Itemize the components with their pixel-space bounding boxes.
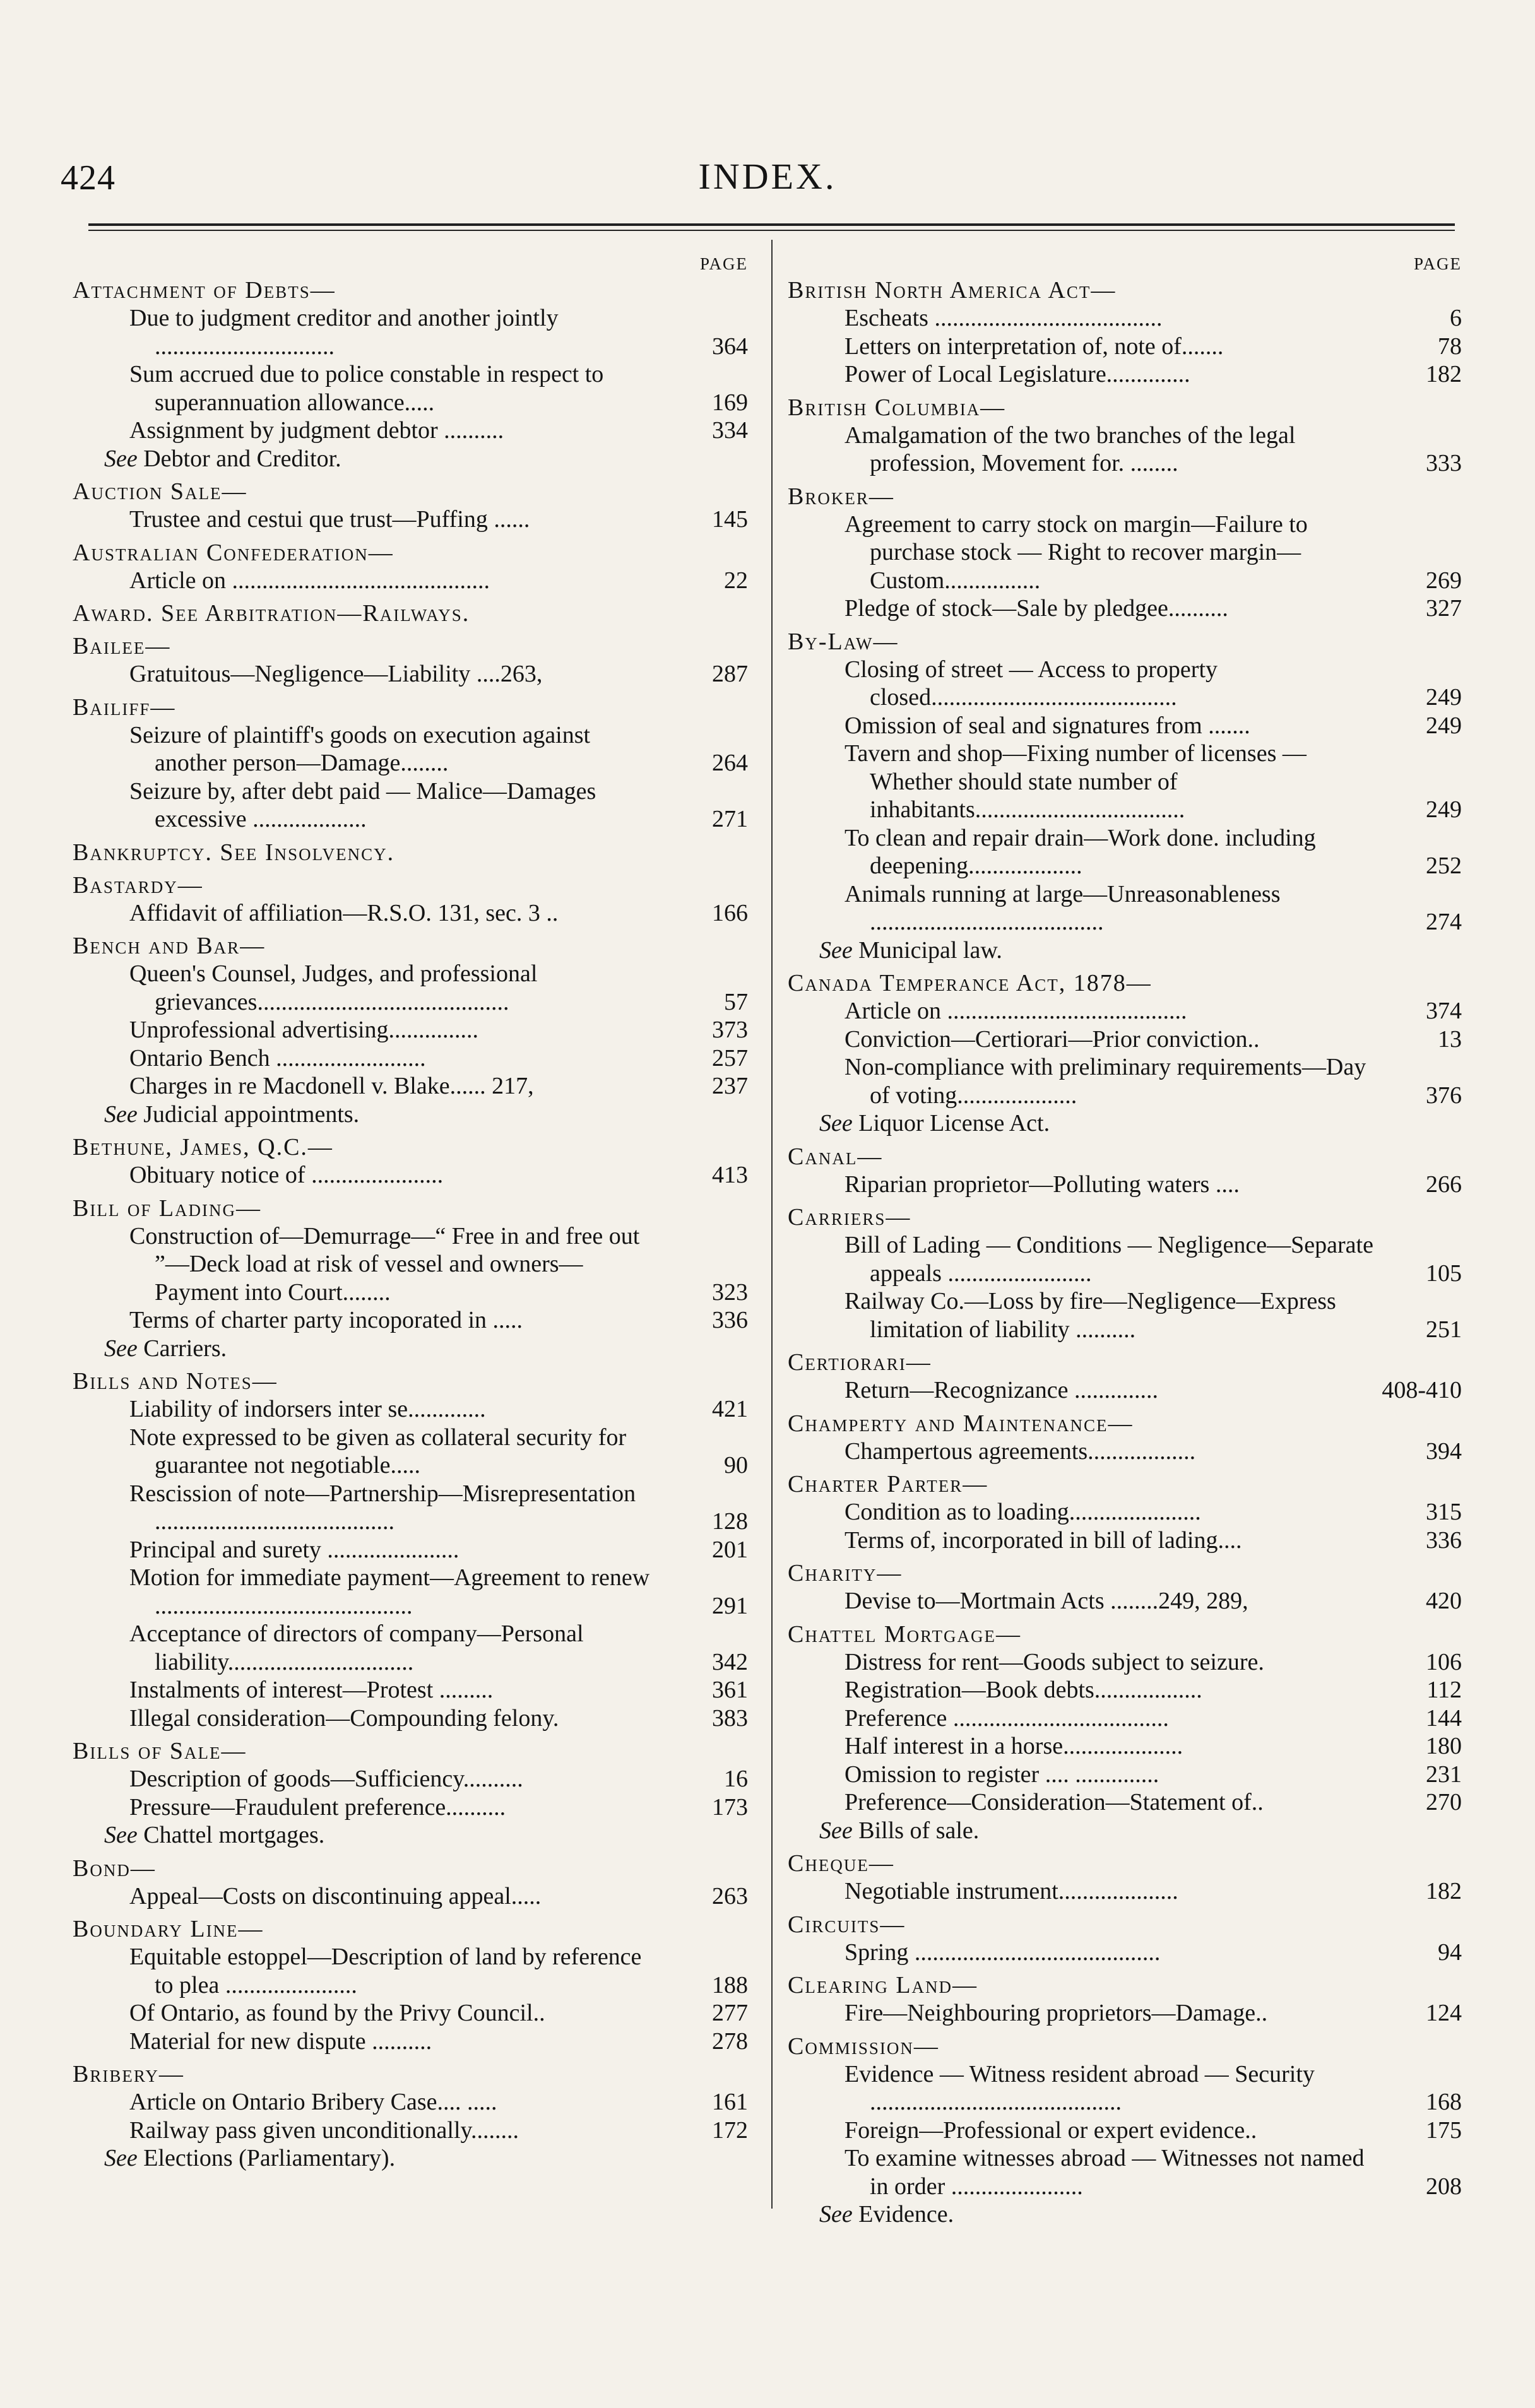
see-target: Evidence. bbox=[858, 2201, 954, 2228]
index-entry bbox=[788, 1287, 1462, 1343]
entry-text: Appeal—Costs on discontinuing appeal..... bbox=[129, 1882, 542, 1909]
index-entry bbox=[73, 1306, 748, 1335]
see-target: Carriers. bbox=[143, 1335, 227, 1362]
index-entry bbox=[788, 1025, 1462, 1054]
index-section bbox=[73, 871, 748, 928]
index-section bbox=[788, 2033, 1462, 2229]
index-entry bbox=[73, 899, 748, 928]
entry-text: Terms of charter party incoporated in ..... bbox=[129, 1307, 523, 1333]
index-entry bbox=[788, 1676, 1462, 1704]
entry-text: To clean and repair drain—Work done. including deepening................... bbox=[845, 824, 1316, 879]
entry-text: Pressure—Fraudulent preference.......... bbox=[129, 1793, 506, 1821]
entry-page-number: 182 bbox=[1426, 1878, 1462, 1904]
see-label: See bbox=[104, 1101, 138, 1128]
entry-page-number: 16 bbox=[724, 1766, 748, 1792]
index-entry bbox=[788, 1732, 1462, 1761]
see-target: Municipal law. bbox=[858, 936, 1002, 964]
index-section bbox=[788, 1143, 1462, 1199]
index-entry bbox=[73, 1943, 748, 1999]
entry-page-number: 237 bbox=[712, 1073, 748, 1099]
see-target: Debtor and Creditor. bbox=[143, 445, 341, 472]
index-entry bbox=[788, 1877, 1462, 1906]
index-heading: Boundary Line— bbox=[73, 1916, 264, 1942]
entry-page-number: 421 bbox=[712, 1396, 748, 1422]
entry-text: Negotiable instrument.................... bbox=[845, 1878, 1178, 1904]
entry-page-number: 269 bbox=[1426, 567, 1462, 594]
left-column bbox=[73, 251, 748, 2173]
header-rule-thin bbox=[88, 230, 1455, 231]
see-target: Chattel mortgages. bbox=[143, 1822, 325, 1848]
entry-text: Material for new dispute .......... bbox=[129, 2027, 432, 2055]
entry-page-number: 124 bbox=[1426, 2000, 1462, 2026]
entry-page-number: 172 bbox=[712, 2116, 748, 2144]
index-entry bbox=[788, 1704, 1462, 1733]
entry-page-number: 264 bbox=[712, 750, 748, 776]
entry-text: Distress for rent—Goods subject to seizure. bbox=[845, 1648, 1264, 1675]
entry-page-number: 361 bbox=[712, 1677, 748, 1703]
index-heading: Attachment of Debts— bbox=[73, 277, 336, 304]
entry-page-number: 249 bbox=[1426, 796, 1462, 823]
index-entry bbox=[788, 1788, 1462, 1817]
index-heading: Bill of Lading— bbox=[73, 1195, 262, 1222]
index-section bbox=[788, 1470, 1462, 1554]
entry-text: Gratuitous—Negligence—Liability ....263, bbox=[129, 661, 543, 687]
entry-page-number: 161 bbox=[712, 2089, 748, 2115]
index-heading: Canal— bbox=[788, 1143, 883, 1170]
entry-page-number: 94 bbox=[1438, 1939, 1462, 1966]
entry-page-number: 180 bbox=[1426, 1733, 1462, 1759]
entry-page-number: 334 bbox=[712, 417, 748, 444]
entry-page-number: 208 bbox=[1426, 2173, 1462, 2200]
entry-page-number: 112 bbox=[1426, 1677, 1462, 1703]
index-section bbox=[73, 2060, 748, 2173]
entry-page-number: 6 bbox=[1450, 305, 1462, 331]
index-section bbox=[788, 1203, 1462, 1343]
index-entry bbox=[788, 1171, 1462, 1199]
index-heading: Champerty and Maintenance— bbox=[788, 1410, 1134, 1437]
entry-text: Seizure by, after debt paid — Malice—Damages excessive ................... bbox=[129, 777, 596, 832]
entry-page-number: 166 bbox=[712, 899, 748, 926]
see-target: Elections (Parliamentary). bbox=[143, 2145, 396, 2171]
page-column-label: PAGE bbox=[699, 254, 748, 273]
entry-text: Champertous agreements.................. bbox=[845, 1437, 1196, 1465]
index-entry bbox=[73, 2116, 748, 2145]
index-entry bbox=[788, 422, 1462, 478]
page-number: 424 bbox=[61, 158, 116, 198]
index-heading: Canada Temperance Act, 1878— bbox=[788, 970, 1152, 996]
entry-page-number: 271 bbox=[712, 806, 748, 832]
index-entry bbox=[73, 1072, 748, 1101]
entry-text: Condition as to loading...................... bbox=[845, 1499, 1201, 1525]
entry-text: Article on ........................................ bbox=[845, 998, 1187, 1024]
index-section bbox=[73, 1195, 748, 1363]
entry-page-number: 333 bbox=[1426, 450, 1462, 476]
entry-page-number: 383 bbox=[712, 1704, 748, 1732]
entry-text: Power of Local Legislature.............. bbox=[845, 361, 1190, 387]
entry-page-number: 144 bbox=[1426, 1704, 1462, 1732]
see-label: See bbox=[819, 1110, 853, 1136]
index-heading: Bastardy— bbox=[73, 871, 203, 899]
entry-page-number: 169 bbox=[712, 389, 748, 416]
see-label: See bbox=[104, 1822, 138, 1848]
entry-text: Pledge of stock—Sale by pledgee.......... bbox=[845, 595, 1228, 622]
entry-page-number: 327 bbox=[1426, 595, 1462, 622]
index-heading: Australian Confederation— bbox=[73, 539, 394, 566]
entry-page-number: 408-410 bbox=[1382, 1377, 1462, 1403]
entry-text: Equitable estoppel—Description of land by reference to plea ...................... bbox=[129, 1944, 642, 1998]
entry-text: Queen's Counsel, Judges, and professional grievances.......................................... bbox=[129, 960, 538, 1015]
index-entry bbox=[788, 333, 1462, 361]
index-section bbox=[788, 628, 1462, 965]
entry-page-number: 287 bbox=[712, 661, 748, 687]
entry-text: Construction of—Demurrage—“ Free in and free out ”—Deck load at risk of vessel and owners—Payment into Court........ bbox=[129, 1222, 640, 1306]
index-entry bbox=[73, 721, 748, 777]
entry-text: To examine witnesses abroad — Witnesses not named in order ...................... bbox=[845, 2145, 1365, 2200]
entry-page-number: 376 bbox=[1426, 1082, 1462, 1109]
index-section bbox=[788, 1911, 1462, 1967]
index-section bbox=[788, 1559, 1462, 1615]
entry-text: Affidavit of affiliation—R.S.O. 131, sec. 3 .. bbox=[129, 899, 559, 926]
index-section bbox=[73, 1367, 748, 1732]
index-section bbox=[73, 839, 748, 866]
entry-text: Assignment by judgment debtor .......... bbox=[129, 417, 504, 444]
index-entry bbox=[788, 1999, 1462, 2027]
entry-page-number: 420 bbox=[1426, 1588, 1462, 1614]
index-heading: Bond— bbox=[73, 1855, 156, 1882]
index-section bbox=[73, 932, 748, 1128]
see-label: See bbox=[819, 936, 853, 964]
index-section bbox=[73, 478, 748, 534]
index-entry bbox=[788, 594, 1462, 623]
see-label: See bbox=[104, 1335, 138, 1362]
column-divider bbox=[771, 240, 773, 2209]
index-heading: Chattel Mortgage— bbox=[788, 1620, 1021, 1648]
entry-text: Half interest in a horse.................... bbox=[845, 1733, 1183, 1759]
index-section bbox=[788, 1850, 1462, 1906]
entry-page-number: 373 bbox=[712, 1017, 748, 1043]
index-entry bbox=[788, 1231, 1462, 1287]
index-entry bbox=[788, 997, 1462, 1025]
index-entry bbox=[788, 1437, 1462, 1466]
index-section bbox=[788, 969, 1462, 1138]
entry-page-number: 105 bbox=[1426, 1260, 1462, 1287]
entry-page-number: 336 bbox=[712, 1307, 748, 1333]
page-column-label: PAGE bbox=[1413, 254, 1462, 273]
index-entry bbox=[788, 1648, 1462, 1677]
entry-text: Return—Recognizance .............. bbox=[845, 1377, 1159, 1403]
entry-text: Ontario Bench ......................... bbox=[129, 1044, 426, 1071]
entry-page-number: 251 bbox=[1426, 1316, 1462, 1343]
index-entry bbox=[788, 304, 1462, 333]
index-entry bbox=[788, 1939, 1462, 1967]
entry-text: Escheats ...................................... bbox=[845, 305, 1163, 331]
entry-text: Rescission of note—Partnership—Misrepresentation ........................................ bbox=[129, 1480, 636, 1535]
see-target: Liquor License Act. bbox=[858, 1110, 1050, 1136]
entry-text: Riparian proprietor—Polluting waters .... bbox=[845, 1171, 1240, 1198]
index-entry bbox=[73, 1999, 748, 2027]
index-entry bbox=[73, 1765, 748, 1793]
see-target: Judicial appointments. bbox=[143, 1101, 360, 1128]
index-entry bbox=[788, 2116, 1462, 2145]
index-entry bbox=[73, 1161, 748, 1189]
entry-page-number: 182 bbox=[1426, 361, 1462, 387]
index-entry bbox=[73, 567, 748, 595]
index-heading: Bills of Sale— bbox=[73, 1738, 247, 1764]
page-title: INDEX. bbox=[698, 156, 837, 197]
entry-page-number: 78 bbox=[1438, 333, 1462, 360]
entry-page-number: 175 bbox=[1426, 2116, 1462, 2144]
index-heading: Commission— bbox=[788, 2033, 939, 2060]
entry-page-number: 277 bbox=[712, 2000, 748, 2026]
entry-page-number: 413 bbox=[712, 1162, 748, 1188]
index-heading: Bethune, James, Q.C.— bbox=[73, 1134, 333, 1160]
entry-page-number: 128 bbox=[712, 1508, 748, 1535]
entry-page-number: 57 bbox=[724, 988, 748, 1015]
entry-text: Amalgamation of the two branches of the legal profession, Movement for. ........ bbox=[845, 422, 1296, 476]
entry-page-number: 315 bbox=[1426, 1499, 1462, 1525]
index-entry bbox=[788, 1053, 1462, 1109]
index-entry bbox=[73, 416, 748, 445]
index-section bbox=[788, 1620, 1462, 1845]
index-heading: Charity— bbox=[788, 1560, 903, 1586]
entry-text: Fire—Neighbouring proprietors—Damage.. bbox=[845, 2000, 1268, 2026]
index-section bbox=[788, 1349, 1462, 1405]
entry-text: Animals running at large—Unreasonableness ....................................... bbox=[845, 880, 1281, 935]
entry-text: Letters on interpretation of, note of....... bbox=[845, 333, 1224, 360]
entry-text: Bill of Lading — Conditions — Negligence—Separate appeals ........................ bbox=[845, 1232, 1373, 1287]
index-heading: Cheque— bbox=[788, 1850, 894, 1877]
entry-page-number: 263 bbox=[712, 1882, 748, 1909]
see-label: See bbox=[819, 1817, 853, 1844]
entry-page-number: 201 bbox=[712, 1536, 748, 1563]
entry-page-number: 145 bbox=[712, 506, 748, 533]
index-heading: Bills and Notes— bbox=[73, 1368, 278, 1395]
index-section bbox=[73, 693, 748, 834]
index-heading: Bailee— bbox=[73, 633, 171, 659]
entry-page-number: 374 bbox=[1426, 998, 1462, 1024]
entry-page-number: 252 bbox=[1426, 853, 1462, 879]
entry-text: Closing of street — Access to property closed......................................... bbox=[845, 656, 1218, 711]
index-entry bbox=[788, 2060, 1462, 2116]
entry-page-number: 22 bbox=[724, 567, 748, 594]
index-entry bbox=[73, 1620, 748, 1676]
entry-text: Description of goods—Sufficiency.......... bbox=[129, 1766, 523, 1792]
entry-text: Principal and surety ...................... bbox=[129, 1536, 459, 1563]
entry-page-number: 270 bbox=[1426, 1789, 1462, 1815]
index-section bbox=[73, 599, 748, 627]
index-entry bbox=[73, 1564, 748, 1620]
see-also-reference bbox=[788, 1817, 1462, 1845]
index-entry bbox=[73, 777, 748, 834]
index-entry bbox=[73, 2027, 748, 2056]
index-entry bbox=[73, 505, 748, 534]
index-entry bbox=[73, 1793, 748, 1822]
index-heading: By-Law— bbox=[788, 628, 899, 655]
entry-page-number: 278 bbox=[712, 2027, 748, 2055]
index-heading: Bankruptcy. See Insolvency. bbox=[73, 839, 395, 866]
index-entry bbox=[788, 2144, 1462, 2200]
index-heading: Circuits— bbox=[788, 1911, 906, 1938]
index-entry bbox=[788, 1498, 1462, 1526]
index-section bbox=[73, 1915, 748, 2055]
entry-text: Railway Co.—Loss by fire—Negligence—Express limitation of liability .......... bbox=[845, 1288, 1336, 1343]
index-entry bbox=[73, 1016, 748, 1044]
see-also-reference bbox=[73, 2144, 748, 2173]
index-heading: Clearing Land— bbox=[788, 1972, 978, 1998]
index-entry bbox=[788, 712, 1462, 740]
entry-text: Trustee and cestui que trust—Puffing ...... bbox=[129, 506, 530, 533]
entry-text: Preference—Consideration—Statement of.. bbox=[845, 1789, 1264, 1815]
index-heading: British North America Act— bbox=[788, 277, 1117, 304]
entry-page-number: 257 bbox=[712, 1044, 748, 1071]
index-section bbox=[788, 394, 1462, 478]
entry-text: Seizure of plaintiff's goods on execution against another person—Damage........ bbox=[129, 721, 591, 776]
index-heading: Award. See Arbitration—Railways. bbox=[73, 600, 470, 627]
index-heading: Certiorari— bbox=[788, 1349, 932, 1376]
see-also-reference bbox=[788, 936, 1462, 965]
index-entry bbox=[73, 360, 748, 416]
entry-page-number: 90 bbox=[724, 1452, 748, 1478]
see-label: See bbox=[819, 2201, 853, 2228]
entry-text: Railway pass given unconditionally........ bbox=[129, 2116, 519, 2144]
entry-text: Acceptance of directors of company—Personal liability............................... bbox=[129, 1620, 584, 1675]
index-section bbox=[73, 276, 748, 473]
entry-page-number: 231 bbox=[1426, 1761, 1462, 1788]
index-section bbox=[788, 276, 1462, 389]
entry-page-number: 266 bbox=[1426, 1171, 1462, 1198]
see-also-reference bbox=[73, 1821, 748, 1850]
see-label: See bbox=[104, 445, 138, 472]
entry-text: Spring ......................................... bbox=[845, 1939, 1161, 1966]
entry-text: Article on ........................................... bbox=[129, 567, 490, 594]
index-entry bbox=[788, 1526, 1462, 1555]
entry-page-number: 364 bbox=[712, 333, 748, 360]
index-section bbox=[788, 1971, 1462, 2027]
index-section bbox=[788, 1410, 1462, 1466]
entry-text: Terms of, incorporated in bill of lading.... bbox=[845, 1526, 1242, 1554]
entry-text: Registration—Book debts.................. bbox=[845, 1677, 1202, 1703]
see-also-reference bbox=[788, 2200, 1462, 2229]
see-also-reference bbox=[73, 1101, 748, 1129]
index-entry bbox=[73, 1882, 748, 1911]
index-entry bbox=[73, 1424, 748, 1480]
see-label: See bbox=[104, 2145, 138, 2171]
index-heading: Charter Parter— bbox=[788, 1471, 988, 1497]
entry-text: Instalments of interest—Protest ......... bbox=[129, 1677, 494, 1703]
index-entry bbox=[73, 1222, 748, 1307]
entry-page-number: 274 bbox=[1426, 909, 1462, 935]
see-also-reference bbox=[73, 1335, 748, 1363]
index-entry bbox=[788, 360, 1462, 389]
index-entry bbox=[73, 304, 748, 360]
see-also-reference bbox=[73, 445, 748, 473]
entry-text: Devise to—Mortmain Acts ........249, 289, bbox=[845, 1588, 1248, 1614]
entry-text: Non-compliance with preliminary requirements—Day of voting.................... bbox=[845, 1054, 1366, 1109]
entry-text: Tavern and shop—Fixing number of licenses —Whether should state number of inhabitants................................... bbox=[845, 740, 1307, 823]
index-entry bbox=[73, 1044, 748, 1073]
index-heading: Bribery— bbox=[73, 2061, 184, 2087]
index-entry bbox=[73, 660, 748, 688]
right-column bbox=[788, 251, 1462, 2229]
index-section bbox=[788, 483, 1462, 623]
index-entry bbox=[788, 656, 1462, 712]
index-section bbox=[73, 1133, 748, 1189]
entry-text: Agreement to carry stock on margin—Failure to purchase stock — Right to recover margin—Custom................ bbox=[845, 511, 1308, 594]
entry-text: Omission to register .... .............. bbox=[845, 1761, 1159, 1788]
index-heading: Bailiff— bbox=[73, 693, 176, 721]
entry-text: Charges in re Macdonell v. Blake...... 217, bbox=[129, 1073, 534, 1099]
entry-page-number: 323 bbox=[712, 1278, 748, 1306]
index-entry bbox=[788, 824, 1462, 880]
index-section bbox=[73, 1855, 748, 1911]
index-entry bbox=[788, 511, 1462, 595]
entry-page-number: 342 bbox=[712, 1648, 748, 1675]
index-entry bbox=[73, 1676, 748, 1704]
entry-text: Due to judgment creditor and another jointly .............................. bbox=[129, 305, 559, 360]
index-entry bbox=[788, 880, 1462, 936]
entry-page-number: 291 bbox=[712, 1592, 748, 1619]
entry-text: Illegal consideration—Compounding felony. bbox=[129, 1704, 559, 1732]
entry-text: Foreign—Professional or expert evidence.. bbox=[845, 2116, 1257, 2144]
see-target: Bills of sale. bbox=[858, 1817, 980, 1844]
entry-page-number: 168 bbox=[1426, 2089, 1462, 2115]
index-heading: Broker— bbox=[788, 483, 894, 510]
entry-text: Article on Ontario Bribery Case.... ..... bbox=[129, 2089, 497, 2115]
index-section bbox=[73, 632, 748, 688]
entry-text: Motion for immediate payment—Agreement to renew ........................................... bbox=[129, 1564, 650, 1619]
entry-text: Sum accrued due to police constable in respect to superannuation allowance..... bbox=[129, 361, 604, 416]
index-heading: Auction Sale— bbox=[73, 478, 247, 505]
entry-text: Obituary notice of ...................... bbox=[129, 1162, 444, 1188]
index-entry bbox=[788, 1761, 1462, 1789]
entry-page-number: 336 bbox=[1426, 1526, 1462, 1554]
entry-page-number: 173 bbox=[712, 1793, 748, 1821]
entry-page-number: 249 bbox=[1426, 684, 1462, 711]
index-entry bbox=[73, 1536, 748, 1564]
index-entry bbox=[73, 1480, 748, 1536]
entry-text: Note expressed to be given as collateral security for guarantee not negotiable..... bbox=[129, 1424, 627, 1478]
index-heading: Bench and Bar— bbox=[73, 933, 266, 959]
index-heading: Carriers— bbox=[788, 1204, 911, 1231]
entry-page-number: 394 bbox=[1426, 1437, 1462, 1465]
index-entry bbox=[788, 1376, 1462, 1405]
index-section bbox=[73, 539, 748, 595]
index-entry bbox=[73, 1704, 748, 1733]
index-entry bbox=[73, 1395, 748, 1424]
entry-page-number: 188 bbox=[712, 1971, 748, 1998]
index-entry bbox=[73, 2088, 748, 2116]
header-rule bbox=[88, 223, 1455, 226]
entry-text: Conviction—Certiorari—Prior conviction.. bbox=[845, 1025, 1260, 1053]
entry-page-number: 13 bbox=[1438, 1025, 1462, 1053]
index-entry bbox=[73, 960, 748, 1016]
index-entry bbox=[788, 740, 1462, 824]
entry-text: Unprofessional advertising............... bbox=[129, 1017, 479, 1043]
entry-text: Liability of indorsers inter se............. bbox=[129, 1396, 486, 1422]
entry-text: Preference .................................... bbox=[845, 1704, 1169, 1732]
entry-text: Omission of seal and signatures from ....... bbox=[845, 712, 1250, 739]
entry-page-number: 106 bbox=[1426, 1648, 1462, 1675]
index-entry bbox=[788, 1587, 1462, 1615]
index-section bbox=[73, 1737, 748, 1850]
entry-page-number: 249 bbox=[1426, 712, 1462, 739]
index-heading: British Columbia— bbox=[788, 394, 1006, 421]
entry-text: Evidence — Witness resident abroad — Security .......................................... bbox=[845, 2060, 1315, 2115]
entry-text: Of Ontario, as found by the Privy Council.. bbox=[129, 2000, 545, 2026]
see-also-reference bbox=[788, 1109, 1462, 1138]
